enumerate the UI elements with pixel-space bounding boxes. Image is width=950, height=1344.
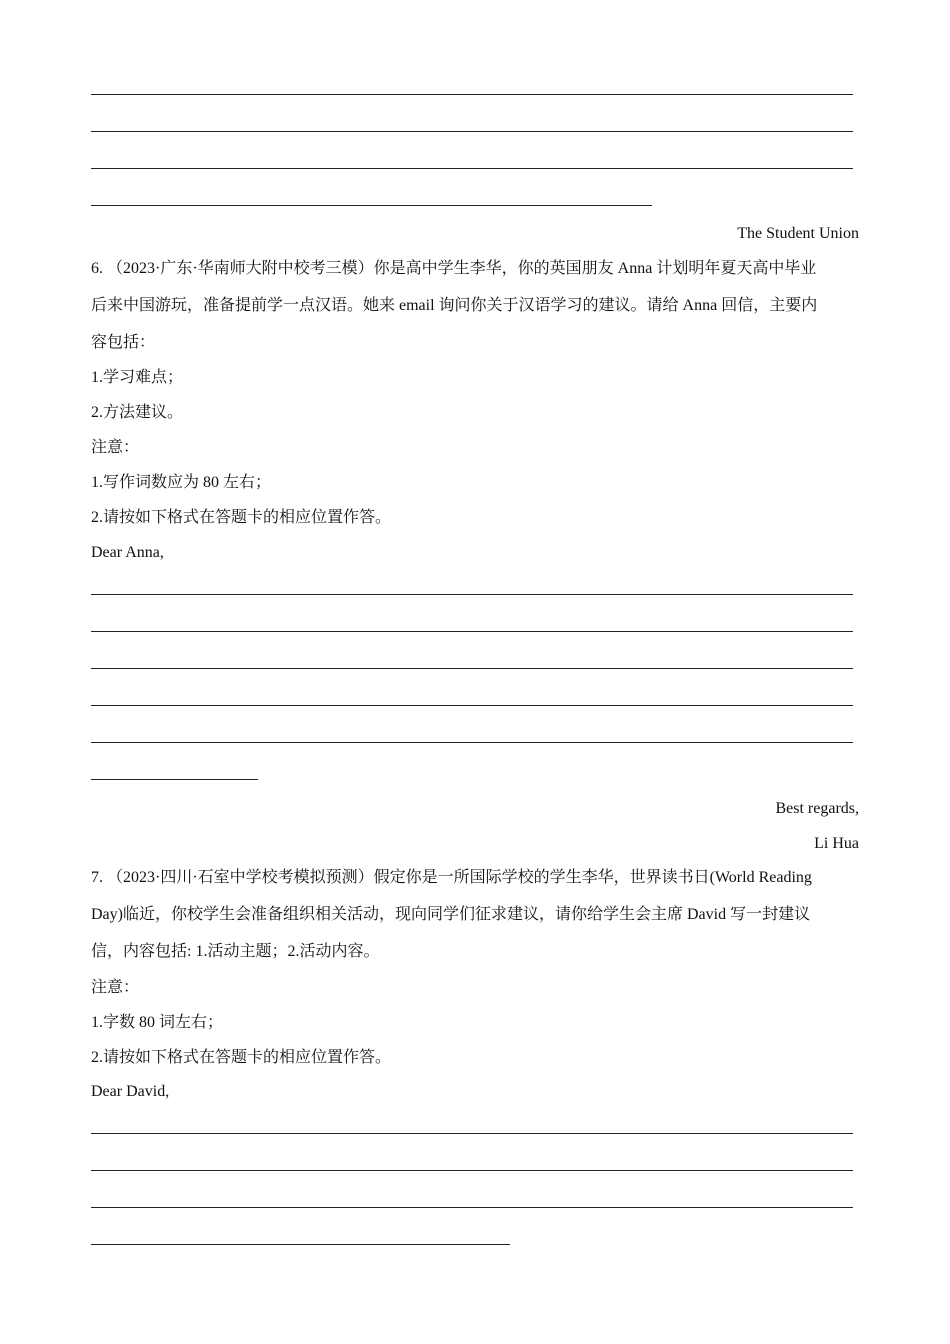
answer-line <box>91 131 853 132</box>
answer-line-short <box>91 205 652 206</box>
top-signature: The Student Union <box>737 225 859 242</box>
q7-prompt-line-3: 信，内容包括: 1.活动主题；2.活动内容。 <box>91 943 380 960</box>
q7-note-1: 1.字数 80 词左右； <box>91 1014 224 1031</box>
answer-line <box>91 94 853 95</box>
q6-prompt-line-1: 6. （2023·广东·华南师大附中校考三模）你是高中学生李华，你的英国朋友 Anna 计划明年夏天高中毕业 <box>91 260 817 277</box>
answer-line-short <box>91 1244 510 1245</box>
answer-line <box>91 1207 853 1208</box>
q6-note-2: 2.请按如下格式在答题卡的相应位置作答。 <box>91 509 392 526</box>
q6-closing: Best regards, <box>775 800 859 817</box>
q6-signature: Li Hua <box>814 835 859 852</box>
q6-prompt-line-2: 后来中国游玩，准备提前学一点汉语。她来 email 询问你关于汉语学习的建议。请给 Anna 回信，主要内 <box>91 297 818 314</box>
q6-prompt-line-3: 容包括： <box>91 334 156 351</box>
answer-line <box>91 668 853 669</box>
q6-salutation: Dear Anna, <box>91 544 164 561</box>
answer-line <box>91 1133 853 1134</box>
answer-line <box>91 742 853 743</box>
q7-salutation: Dear David, <box>91 1083 170 1100</box>
answer-line <box>91 631 853 632</box>
answer-line <box>91 168 853 169</box>
q6-note-label: 注意： <box>91 439 140 456</box>
answer-line <box>91 1170 853 1171</box>
q7-note-2: 2.请按如下格式在答题卡的相应位置作答。 <box>91 1049 392 1066</box>
answer-line <box>91 705 853 706</box>
q7-prompt-line-1: 7. （2023·四川·石室中学校考模拟预测）假定你是一所国际学校的学生李华，世界读书日(World Reading <box>91 869 812 886</box>
answer-line <box>91 594 853 595</box>
q7-note-label: 注意： <box>91 979 140 996</box>
q6-point-2: 2.方法建议。 <box>91 404 184 421</box>
q7-prompt-line-2: Day)临近，你校学生会准备组织相关活动，现向同学们征求建议，请你给学生会主席 David 写一封建议 <box>91 906 811 923</box>
q6-note-1: 1.写作词数应为 80 左右； <box>91 474 272 491</box>
answer-line-short <box>91 779 258 780</box>
q6-point-1: 1.学习难点； <box>91 369 184 386</box>
